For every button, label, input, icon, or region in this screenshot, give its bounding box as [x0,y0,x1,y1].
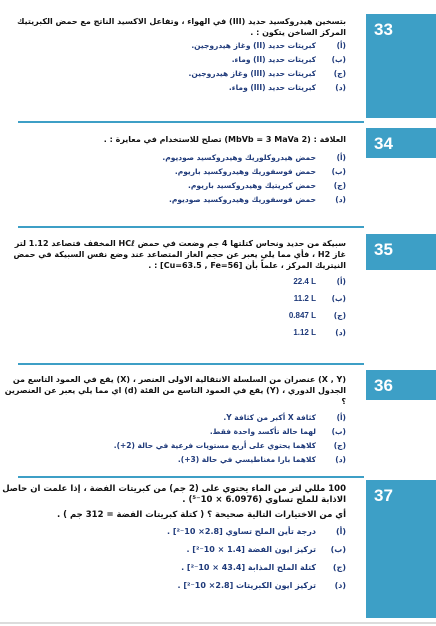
options-list [0,41,362,93]
option-d[interactable]: (د) تركيز ايون الكبريتات [2.8× 10⁻²] . [177,581,346,590]
divider [18,121,364,123]
page-bottom-border [0,622,436,624]
option-b[interactable]: (ب) 11.2 L [293,294,346,303]
option-d[interactable]: (د) 1.12 L [293,328,346,337]
option-b[interactable]: (ب) لهما حالة تأكسد واحدة فقط. [209,427,346,436]
question-37 [0,480,436,618]
question-35 [0,234,436,360]
question-stem: بتسخين هيدروكسيد حديد (III) في الهواء ، وتفاعل الاكسيد الناتج مع حمض الكبريتيك المركز الساخن يتكون : . [17,17,346,37]
option-c[interactable]: (ج) كبريتات حديد (III) وغاز هيدروجين. [188,69,346,78]
option-c[interactable]: (ج) 0.847 L [288,311,346,320]
question-number-badge: 35 [366,234,436,270]
option-c[interactable]: (ج) كلاهما يحتوي على أربع مستويات فرعية في حالة (2+). [113,441,346,450]
option-c[interactable]: (ج) كتلة الملح المذابة [43.4 × 10⁻²] . [181,563,346,572]
question-number-badge: 34 [366,128,436,158]
option-d[interactable]: (د) حمض فوسفوريك وهيدروكسيد صوديوم. [169,195,346,204]
question-33 [0,14,436,118]
question-stem: 100 مللي لتر من الماء يحتوي على (2 جم) من كبريتات الفضة ، إذا علمت ان حاصل الاذابة للملح تساوي (6.0976 × 10⁻⁵) . [2,484,346,505]
question-number-badge: 33 [366,14,436,118]
options-list [0,527,362,591]
question-stem: العلاقة : (2 MbVb = 3 MaVa) تصلح للاستخدام في معايرة : . [103,135,346,144]
option-b[interactable]: (ب) حمض فوسفوريك وهيدروكسيد باريوم. [174,167,346,176]
option-c[interactable]: (ج) حمض كبريتيك وهيدروكسيد باريوم. [188,181,346,190]
options-list [0,413,362,465]
question-stem: سبيكة من حديد ونحاس كتلتها 4 جم وضعت في حمض HCℓ المخفف فتصاعد 1.12 لتر غاز H2 ، فأي مما يلي يعبر عن حجم الغاز المتصاعد عند وضع نفس السبيكة في حمض النيتريك المركز ، علماً بأن [Cu=63.5 , Fe=56] : . [13,239,346,270]
option-a[interactable]: (أ) حمض هيدروكلوريك وهيدروكسيد صوديوم. [162,153,346,162]
divider [18,476,364,478]
question-stem-secondary: أي من الاختيارات التالية صحيحة ؟ ( كتلة كبريتات الفضة = 312 جم ) . [56,510,346,520]
option-a[interactable]: (أ) درجة تأين الملح تساوي [2.8× 10⁻²] . [167,527,346,536]
option-d[interactable]: (د) كبريتات حديد (III) وماء. [228,83,346,92]
option-d[interactable]: (د) كلاهما بارا مغناطيسي في حالة (3+). [177,455,346,464]
question-34 [0,128,436,222]
options-list [0,277,362,338]
question-36 [0,370,436,474]
option-a[interactable]: (أ) 22.4 L [293,277,346,286]
question-stem: (X , Y) عنصران من السلسلة الانتقالية الاولى العنصر ، (X) يقع في العمود التاسع من الجدول الدوري ، (Y) يقع في العمود التاسع من الفئة (d) اي مما يلي يعبر عن العنصرين ؟ [4,375,346,406]
divider [18,226,364,228]
option-a[interactable]: (أ) كبريتات حديد (II) وغاز هيدروجين. [191,41,346,50]
option-b[interactable]: (ب) كبريتات حديد (II) وماء. [231,55,346,64]
divider [18,363,364,365]
question-number-badge: 37 [366,480,436,618]
option-b[interactable]: (ب) تركيز ايون الفضة [1.4 × 10⁻²] . [186,545,346,554]
option-a[interactable]: (أ) كثافة X أكبر من كثافة Y. [223,413,346,422]
question-number-badge: 36 [366,370,436,400]
options-list [0,153,362,205]
